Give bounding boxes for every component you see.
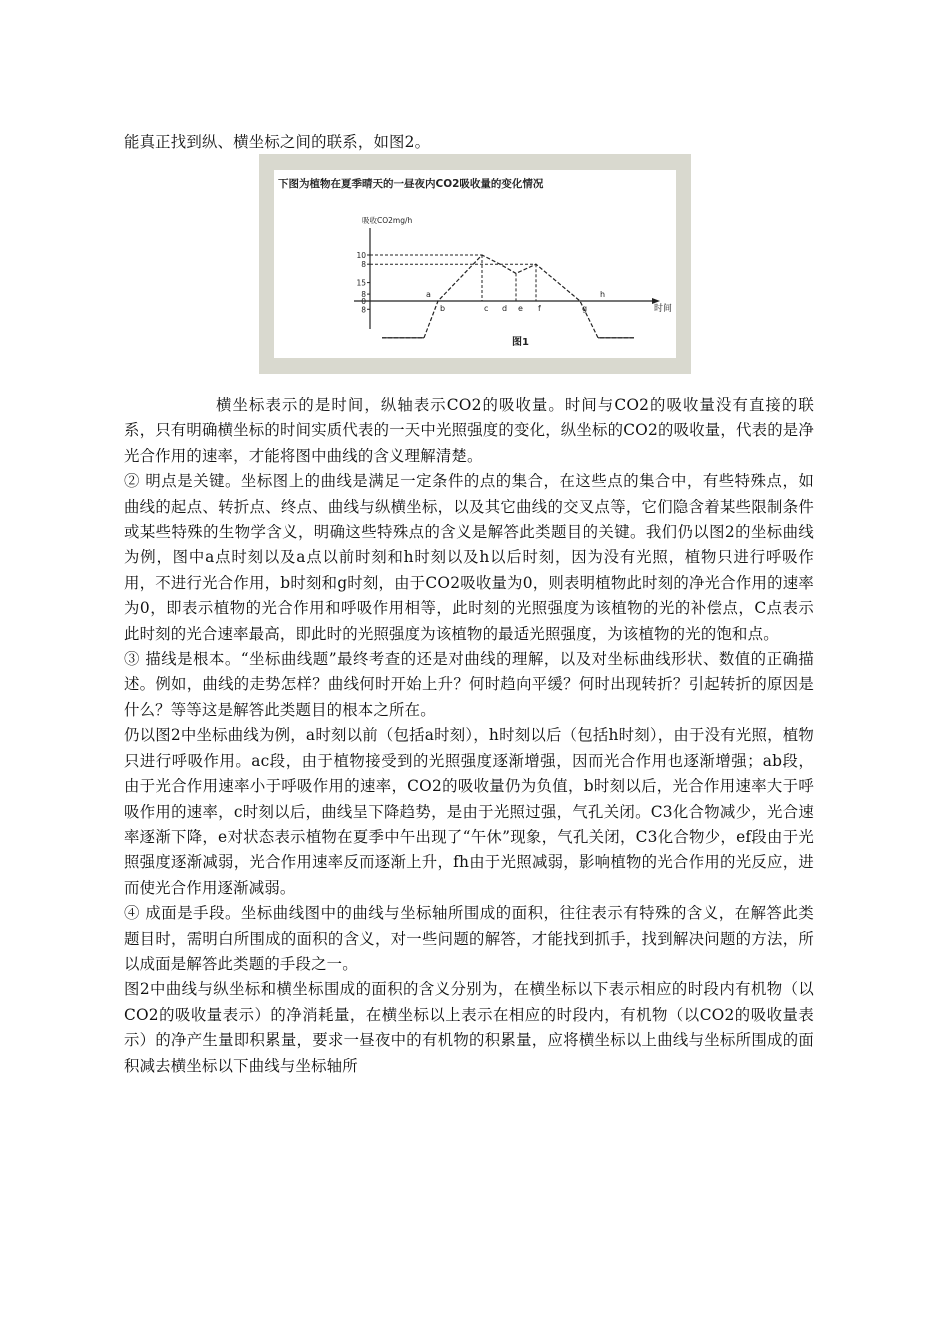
paragraph-4: 仍以图2中坐标曲线为例，a时刻以前（包括a时刻），h时刻以后（包括h时刻），由于没有光照，植物只进行呼吸作用。ac段，由于植物接受到的光照强度逐渐增强，因而光合作用也逐渐增强；ab段，由于光合作用速率小于呼吸作用的速率，CO2的吸收量仍为负值，b时刻以后，光合作用速率大于呼吸作用的速率，c时刻以后，曲线呈下降趋势，是由于光照过强，气孔关闭。C3化合物减少，光合速率逐渐下降，e对状态表示植物在夏季中午出现了“午休”现象，气孔关闭，C3化合物少，ef段由于光照强度逐渐减弱，光合作用速率反而逐渐上升，fh由于光照减弱，影响植物的光合作用的光反应，进而使光合作用逐渐减弱。 <box>124 726 814 897</box>
y-axis-label: 吸收CO2mg/h <box>362 216 413 225</box>
x-axis-label: 时间 <box>654 304 673 314</box>
paragraph-2: ② 明点是关键。坐标图上的曲线是满足一定条件的点的集合，在这些点的集合中，有些特殊点，如曲线的起点、转折点、终点、曲线与纵横坐标，以及其它曲线的交叉点等，它们隐含着某些限制条件或某些特殊的生物学含义，明确这些特殊点的含义是解答此类题目的关键。我们仍以图2的坐标曲线为例，图中a点时刻以及a点以前时刻和h时刻以及h以后时刻，因为没有光照，植物只进行呼吸作用，不进行光合作用，b时刻和g时刻，由于CO2吸收量为0，则表明植物此时刻的净光合作用的速率为0，即表示植物的光合作用和呼吸作用相等，此时刻的光照强度为该植物的光的补偿点，C点表示此时刻的光合速率最高，即此时的光照强度为该植物的最适光照强度，为该植物的光的饱和点。 <box>124 472 814 643</box>
point-label-b: b <box>440 304 446 313</box>
paragraph-5: ④ 成面是手段。坐标曲线图中的曲线与坐标轴所围成的面积，往往表示有特殊的含义，在解答此类题目时，需明白所围成的面积的含义，对一些问题的解答，才能找到抓手，找到解决问题的方法，所以成面是解答此类题的手段之一。 <box>124 904 814 973</box>
y-tick-label: 8 <box>361 260 366 270</box>
y-tick-label: 10 <box>356 251 366 260</box>
point-label-h: h <box>600 290 606 299</box>
y-tick-label: 8 <box>361 290 366 300</box>
point-label-a: a <box>426 290 431 299</box>
y-tick-label: 15 <box>356 278 366 288</box>
point-label-c: c <box>484 304 489 313</box>
chart-title: 下图为植物在夏季晴天的一昼夜内CO2吸收量的变化情况 <box>278 178 544 190</box>
co2-chart <box>274 170 676 358</box>
co2-curve <box>382 255 634 338</box>
point-label-g: g <box>582 304 588 313</box>
figure-inner <box>274 170 676 358</box>
figure-caption: 图1 <box>512 337 529 348</box>
y-tick-label: 0 <box>361 297 366 306</box>
y-tick-label: 8 <box>361 305 366 315</box>
point-label-e: e <box>518 304 523 313</box>
point-label-d: d <box>502 304 508 313</box>
intro-line <box>124 130 814 155</box>
paragraph-1: 横坐标表示的是时间，纵轴表示CO2的吸收量。时间与CO2的吸收量没有直接的联系，只有明确横坐标的时间实质代表的一天中光照强度的变化，纵坐标的CO2的吸收量，代表的是净光合作用的速率，才能将图中曲线的含义理解清楚。 <box>124 396 814 465</box>
point-label-f: f <box>538 304 541 313</box>
figure-frame <box>259 154 691 374</box>
paragraph-3: ③ 描线是根本。“坐标曲线题”最终考查的还是对曲线的理解，以及对坐标曲线形状、数值的正确描述。例如，曲线的走势怎样？曲线何时开始上升？何时趋向平缓？何时出现转折？引起转折的原因是什么？等等这是解答此类题目的根本之所在。 <box>124 650 814 719</box>
intro-text: 能真正找到纵、横坐标之间的联系，如图2。 <box>124 133 431 151</box>
chart-marks <box>354 228 660 338</box>
body-text <box>124 393 814 1079</box>
paragraph-6: 图2中曲线与纵坐标和横坐标围成的面积的含义分别为，在横坐标以下表示相应的时段内有机物（以CO2的吸收量表示）的净消耗量，在横坐标以上表示在相应的时段内，有机物（以CO2的吸收量表示）的净产生量即积累量，要求一昼夜中的有机物的积累量，应将横坐标以上曲线与坐标所围成的面积减去横坐标以下曲线与坐标轴所 <box>124 980 814 1075</box>
